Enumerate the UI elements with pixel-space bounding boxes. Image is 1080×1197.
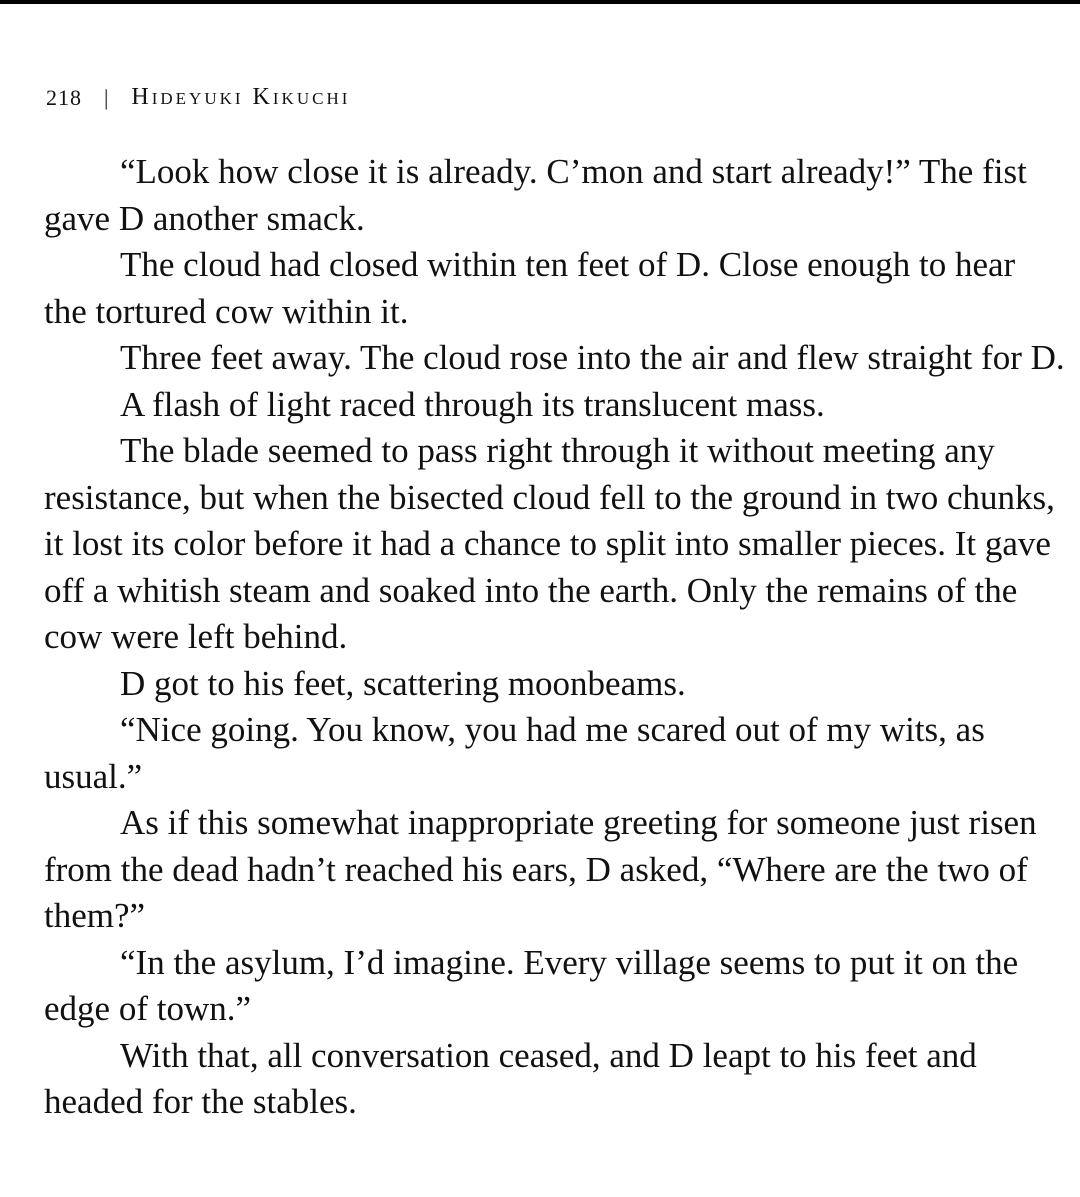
- paragraph: As if this somewhat inappropriate greeting for someone just risen from the dead hadn’t reached his ears, D asked, “Where are the two of them?”: [44, 803, 1037, 935]
- paragraph: With that, all conversation ceased, and D leapt to his feet and headed for the stables.: [44, 1035, 977, 1121]
- paragraph: “Nice going. You know, you had me scared out of my wits, as usual.”: [44, 710, 985, 796]
- paragraph: “Look how close it is already. C’mon and start already!” The fist gave D another smack.: [44, 152, 1027, 238]
- top-border-rule: [0, 0, 1080, 4]
- paragraph: The cloud had closed within ten feet of D. Close enough to hear the tortured cow within it.: [44, 245, 1016, 331]
- page-number: 218: [46, 84, 82, 110]
- paragraph: “In the asylum, I’d imagine. Every village seems to put it on the edge of town.”: [44, 942, 1019, 1028]
- paragraph: The blade seemed to pass right through it without meeting any resistance, but when the bisected cloud fell to the ground in two chunks, it lost its color before it had a chance to split into smaller pieces. It gave off a whitish steam and soaked into the earth. Only the remains of the cow were left behind.: [44, 431, 1055, 656]
- paragraph: D got to his feet, scattering moonbeams.: [120, 663, 686, 703]
- paragraph: A flash of light raced through its translucent mass.: [120, 384, 825, 424]
- page-body: [44, 149, 1066, 1126]
- running-header: [46, 84, 350, 111]
- author-name: Hideyuki Kikuchi: [131, 84, 351, 110]
- paragraph: Three feet away. The cloud rose into the air and flew straight for D.: [120, 338, 1065, 377]
- header-separator: |: [104, 84, 110, 110]
